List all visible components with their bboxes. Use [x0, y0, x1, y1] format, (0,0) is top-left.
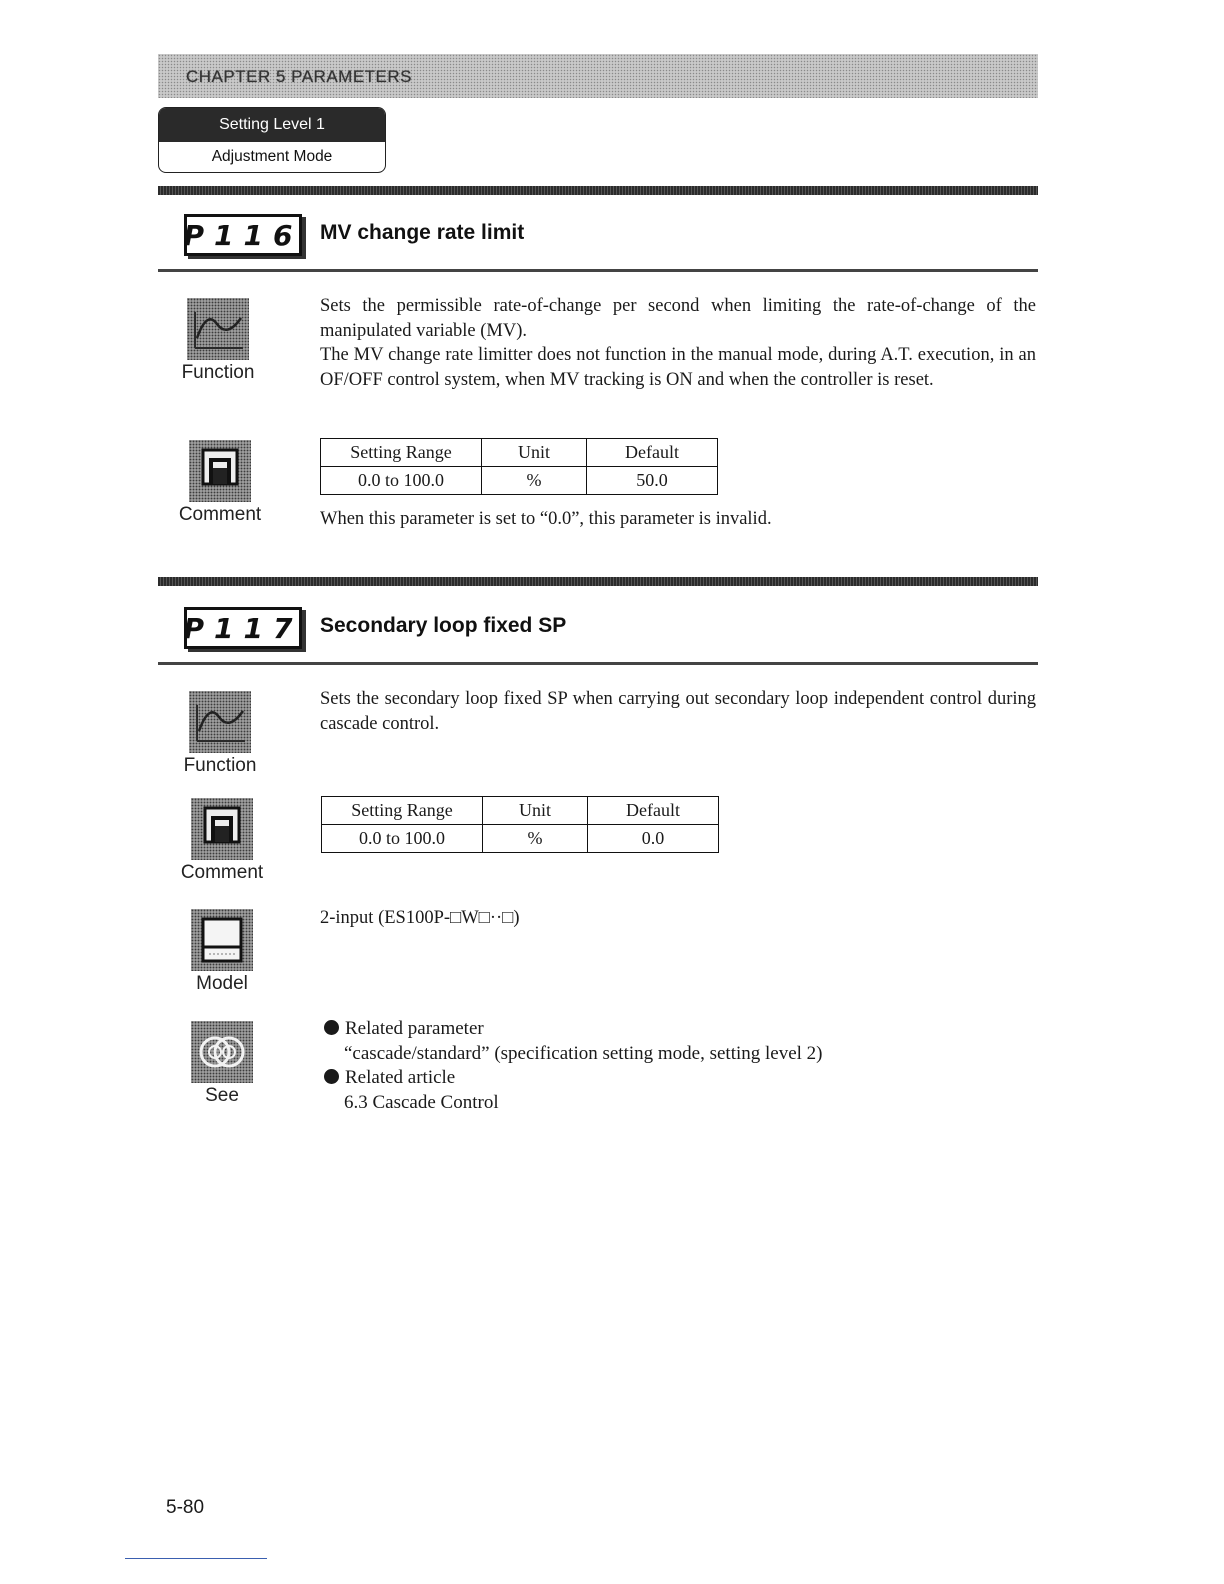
- model-text: 2-input (ES100P-□W□··□): [320, 908, 520, 928]
- table-header-range: Setting Range: [322, 797, 483, 825]
- function-text-line: The MV change rate limitter does not function in the manual mode, during A.T. execution, in an OF/OFF control system, when MV tracking is ON and when the controller is reset.: [320, 345, 1036, 390]
- function-description: [320, 294, 1036, 392]
- parameter-code-display: [184, 607, 302, 649]
- setting-range-table: [321, 796, 719, 853]
- table-value-range: 0.0 to 100.0: [321, 467, 482, 495]
- see-icon-block: [172, 1021, 272, 1107]
- comment-text: When this parameter is set to “0.0”, this parameter is invalid.: [320, 509, 772, 529]
- related-parameter-detail: “cascade/standard” (specification setting mode, setting level 2): [344, 1042, 823, 1064]
- function-description: Sets the secondary loop fixed SP when carrying out secondary loop independent control during cascade control.: [320, 689, 1036, 734]
- table-value-range: 0.0 to 100.0: [322, 825, 483, 853]
- setting-level-label: Setting Level 1: [159, 108, 385, 142]
- comment-icon-block: [172, 798, 272, 884]
- function-label: Function: [181, 362, 255, 383]
- function-label: Function: [183, 755, 257, 776]
- parameter-code-digits: 117: [214, 611, 303, 645]
- table-header-range: Setting Range: [321, 439, 482, 467]
- comment-hand-icon: [191, 798, 253, 860]
- chapter-title: CHAPTER 5 PARAMETERS: [186, 67, 413, 86]
- setting-range-table: [320, 438, 718, 495]
- section-underline: [158, 662, 1038, 665]
- model-icon-block: [172, 909, 272, 995]
- parameter-title: MV change rate limit: [320, 221, 525, 244]
- table-header-default: Default: [588, 797, 719, 825]
- see-references: [324, 1017, 823, 1115]
- table-value-unit: %: [482, 467, 587, 495]
- table-value-unit: %: [483, 825, 588, 853]
- section-divider: [158, 577, 1038, 586]
- section-divider: [158, 186, 1038, 195]
- page-number: 5-80: [166, 1497, 205, 1518]
- function-text-line: Sets the permissible rate-of-change per second when limiting the rate-of-change of the manipulated variable (MV).: [320, 296, 1036, 341]
- comment-icon-block: [170, 440, 270, 526]
- table-header-default: Default: [587, 439, 718, 467]
- parameter-code-prefix: P: [183, 611, 215, 645]
- table-value-default: 0.0: [588, 825, 719, 853]
- bullet-icon: [324, 1020, 339, 1035]
- footer-rule: [125, 1558, 267, 1559]
- comment-label: Comment: [178, 504, 262, 525]
- model-label: Model: [196, 973, 248, 994]
- related-parameter-heading: Related parameter: [324, 1017, 823, 1042]
- parameter-code-prefix: P: [183, 218, 215, 252]
- see-eyes-icon: [191, 1021, 253, 1083]
- section-underline: [158, 269, 1038, 272]
- function-graph-icon: [189, 691, 251, 753]
- table-header-unit: Unit: [482, 439, 587, 467]
- parameter-code-digits: 116: [214, 218, 303, 252]
- table-value-default: 50.0: [587, 467, 718, 495]
- comment-label: Comment: [180, 862, 264, 883]
- setting-level-badge: [158, 107, 386, 173]
- parameter-title: Secondary loop fixed SP: [320, 614, 567, 637]
- bullet-icon: [324, 1069, 339, 1084]
- related-article-detail: 6.3 Cascade Control: [344, 1091, 499, 1113]
- comment-hand-icon: [189, 440, 251, 502]
- related-article-heading: Related article: [324, 1066, 823, 1091]
- parameter-code-display: [184, 214, 302, 256]
- see-label: See: [205, 1085, 239, 1106]
- function-icon-block: [170, 691, 270, 777]
- function-icon-block: [168, 298, 268, 384]
- table-header-unit: Unit: [483, 797, 588, 825]
- model-device-icon: [191, 909, 253, 971]
- function-graph-icon: [187, 298, 249, 360]
- mode-label: Adjustment Mode: [211, 148, 333, 165]
